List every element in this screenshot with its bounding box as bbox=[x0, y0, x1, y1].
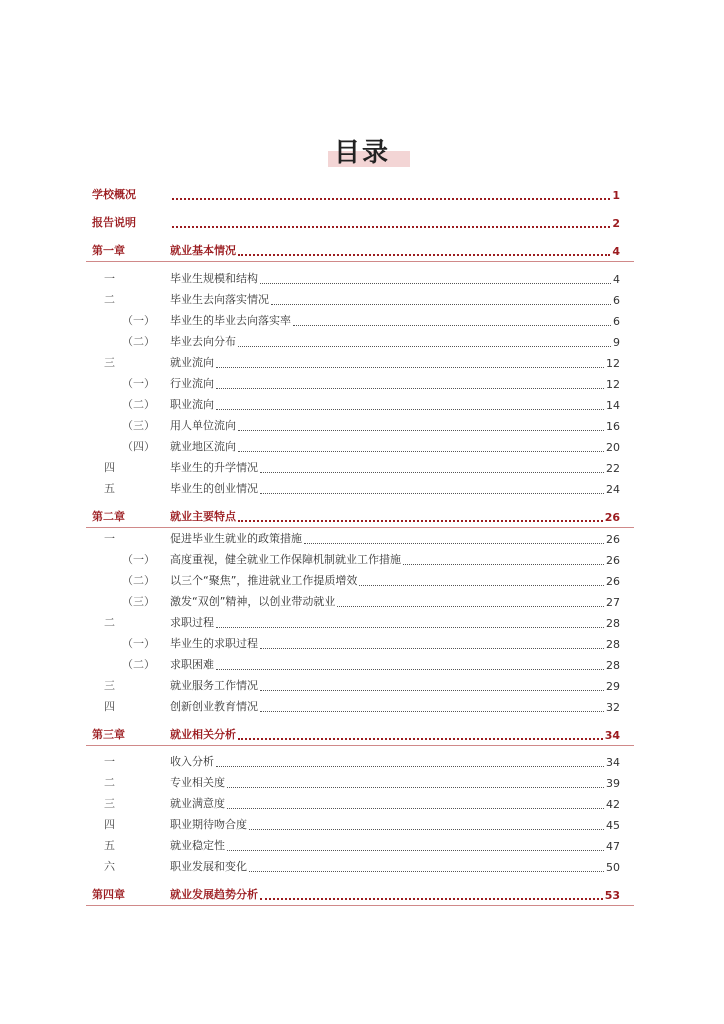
toc-entry-number: （一） bbox=[122, 637, 155, 650]
toc-entry-title: 毕业生的求职过程 bbox=[170, 637, 258, 650]
toc-entry[interactable] bbox=[92, 656, 620, 672]
toc-entry-number: 第一章 bbox=[92, 244, 125, 257]
toc-entry-title: 用人单位流向 bbox=[170, 419, 236, 432]
toc-entry-title: 就业基本情况 bbox=[170, 244, 236, 257]
toc-leader-dots bbox=[359, 575, 604, 586]
toc-entry-number: （二） bbox=[122, 574, 155, 587]
toc-chapter-entry[interactable] bbox=[92, 186, 620, 202]
toc-page-number: 6 bbox=[613, 315, 620, 328]
toc-entry-title: 激发“双创”精神，以创业带动就业 bbox=[170, 595, 336, 608]
toc-entry-title: 毕业生去向落实情况 bbox=[170, 293, 269, 306]
toc-entry[interactable] bbox=[92, 837, 620, 853]
toc-entry-title: 毕业去向分布 bbox=[170, 335, 236, 348]
toc-entry-number: （二） bbox=[122, 335, 155, 348]
chapter-divider bbox=[86, 905, 634, 906]
toc-leader-dots bbox=[172, 216, 610, 228]
toc-leader-dots bbox=[172, 188, 610, 200]
toc-leader-dots bbox=[249, 819, 604, 830]
toc-page-number: 1 bbox=[612, 189, 620, 202]
toc-entry-title: 收入分析 bbox=[170, 755, 214, 768]
toc-leader-dots bbox=[260, 462, 604, 473]
toc-leader-dots bbox=[403, 554, 604, 565]
toc-entry-title: 以三个“聚焦”，推进就业工作提质增效 bbox=[170, 574, 358, 587]
toc-page-number: 4 bbox=[612, 245, 620, 258]
toc-page-number: 53 bbox=[604, 889, 620, 902]
toc-leader-dots bbox=[293, 315, 611, 326]
toc-entry-title: 高度重视，健全就业工作保障机制就业工作措施 bbox=[170, 553, 401, 566]
toc-entry-title: 就业主要特点 bbox=[170, 510, 236, 523]
toc-page-number: 12 bbox=[606, 378, 620, 391]
toc-entry-title: 专业相关度 bbox=[170, 776, 225, 789]
toc-entry-number: 二 bbox=[104, 293, 115, 306]
toc-entry-title: 求职过程 bbox=[170, 616, 214, 629]
toc-page-number: 4 bbox=[613, 273, 620, 286]
toc-chapter-entry[interactable] bbox=[92, 886, 620, 902]
toc-leader-dots bbox=[216, 378, 604, 389]
toc-entry-number: （三） bbox=[122, 419, 155, 432]
toc-entry-title: 就业发展趋势分析 bbox=[170, 888, 258, 901]
toc-page-number: 27 bbox=[606, 596, 620, 609]
toc-page-number: 32 bbox=[606, 701, 620, 714]
toc-chapter-entry[interactable] bbox=[92, 214, 620, 230]
toc-entry-title: 就业流向 bbox=[170, 356, 214, 369]
toc-entry-number: 学校概况 bbox=[92, 188, 136, 201]
toc-page-number: 16 bbox=[606, 420, 620, 433]
toc-page-number: 28 bbox=[606, 617, 620, 630]
toc-entry[interactable] bbox=[92, 459, 620, 475]
toc-leader-dots bbox=[216, 399, 604, 410]
toc-page-number: 14 bbox=[606, 399, 620, 412]
toc-entry[interactable] bbox=[92, 438, 620, 454]
toc-leader-dots bbox=[216, 659, 604, 670]
toc-entry[interactable] bbox=[92, 698, 620, 714]
toc-leader-dots bbox=[216, 756, 604, 767]
toc-entry-number: 第三章 bbox=[92, 728, 125, 741]
toc-entry[interactable] bbox=[92, 572, 620, 588]
toc-leader-dots bbox=[227, 798, 604, 809]
toc-entry-title: 创新创业教育情况 bbox=[170, 700, 258, 713]
toc-entry-title: 求职困难 bbox=[170, 658, 214, 671]
toc-entry-title: 就业满意度 bbox=[170, 797, 225, 810]
toc-entry-number: （一） bbox=[122, 314, 155, 327]
toc-leader-dots bbox=[271, 294, 611, 305]
toc-entry[interactable] bbox=[92, 270, 620, 286]
toc-entry-number: 二 bbox=[104, 776, 115, 789]
toc-leader-dots bbox=[238, 420, 604, 431]
toc-page-number: 47 bbox=[606, 840, 620, 853]
toc-entry-number: 报告说明 bbox=[92, 216, 136, 229]
toc-entry[interactable] bbox=[92, 480, 620, 496]
toc-leader-dots bbox=[238, 441, 604, 452]
toc-entry-number: （一） bbox=[122, 377, 155, 390]
toc-entry[interactable] bbox=[92, 677, 620, 693]
chapter-divider bbox=[86, 745, 634, 746]
toc-entry[interactable] bbox=[92, 417, 620, 433]
toc-entry[interactable] bbox=[92, 396, 620, 412]
toc-entry-title: 就业地区流向 bbox=[170, 440, 236, 453]
toc-entry[interactable] bbox=[92, 795, 620, 811]
toc-page-number: 20 bbox=[606, 441, 620, 454]
toc-page-number: 2 bbox=[612, 217, 620, 230]
toc-page-number: 24 bbox=[606, 483, 620, 496]
toc-entry-title: 毕业生的创业情况 bbox=[170, 482, 258, 495]
toc-entry-title: 就业稳定性 bbox=[170, 839, 225, 852]
toc-entry-number: （三） bbox=[122, 595, 155, 608]
toc-leader-dots bbox=[238, 728, 603, 740]
toc-page-number: 26 bbox=[606, 533, 620, 546]
toc-entry[interactable] bbox=[92, 375, 620, 391]
toc-entry[interactable] bbox=[92, 635, 620, 651]
toc-leader-dots bbox=[260, 701, 604, 712]
toc-entry-number: 四 bbox=[104, 700, 115, 713]
toc-page-number: 26 bbox=[604, 511, 620, 524]
toc-entry-title: 就业相关分析 bbox=[170, 728, 236, 741]
toc-entry-title: 行业流向 bbox=[170, 377, 214, 390]
toc-entry-title: 就业服务工作情况 bbox=[170, 679, 258, 692]
toc-leader-dots bbox=[227, 777, 604, 788]
toc-page-number: 28 bbox=[606, 638, 620, 651]
toc-leader-dots bbox=[238, 336, 611, 347]
toc-entry-title: 职业发展和变化 bbox=[170, 860, 247, 873]
toc-page-number: 34 bbox=[604, 729, 620, 742]
toc-leader-dots bbox=[260, 680, 604, 691]
toc-leader-dots bbox=[238, 244, 610, 256]
toc-page-number: 26 bbox=[606, 554, 620, 567]
toc-entry-number: 四 bbox=[104, 461, 115, 474]
toc-entry-number: （四） bbox=[122, 440, 155, 453]
toc-page-number: 29 bbox=[606, 680, 620, 693]
toc-entry-number: 二 bbox=[104, 616, 115, 629]
toc-page-number: 45 bbox=[606, 819, 620, 832]
toc-page-number: 26 bbox=[606, 575, 620, 588]
toc-leader-dots bbox=[216, 357, 604, 368]
toc-leader-dots bbox=[238, 510, 603, 522]
toc-page-number: 6 bbox=[613, 294, 620, 307]
chapter-divider bbox=[86, 527, 634, 528]
toc-entry[interactable] bbox=[92, 333, 620, 349]
toc-page-number: 12 bbox=[606, 357, 620, 370]
toc-entry-title: 职业流向 bbox=[170, 398, 214, 411]
toc-entry-title: 职业期待吻合度 bbox=[170, 818, 247, 831]
toc-entry-number: 第二章 bbox=[92, 510, 125, 523]
toc-entry-title: 毕业生的升学情况 bbox=[170, 461, 258, 474]
toc-entry-number: （二） bbox=[122, 658, 155, 671]
toc-entry-title: 毕业生的毕业去向落实率 bbox=[170, 314, 291, 327]
toc-entry-number: 五 bbox=[104, 839, 115, 852]
chapter-divider bbox=[86, 261, 634, 262]
toc-entry-number: 第四章 bbox=[92, 888, 125, 901]
toc-entry[interactable] bbox=[92, 614, 620, 630]
toc-leader-dots bbox=[227, 840, 604, 851]
toc-leader-dots bbox=[304, 533, 604, 544]
toc-entry-number: 一 bbox=[104, 755, 115, 768]
toc-leader-dots bbox=[260, 888, 603, 900]
toc-chapter-entry[interactable] bbox=[92, 726, 620, 742]
toc-leader-dots bbox=[260, 483, 604, 494]
toc-entry[interactable] bbox=[92, 530, 620, 546]
toc-entry[interactable] bbox=[92, 291, 620, 307]
toc-page-number: 50 bbox=[606, 861, 620, 874]
toc-page-number: 9 bbox=[613, 336, 620, 349]
toc-entry-number: （二） bbox=[122, 398, 155, 411]
toc-entry[interactable] bbox=[92, 312, 620, 328]
toc-page-number: 22 bbox=[606, 462, 620, 475]
toc-chapter-entry[interactable] bbox=[92, 242, 620, 258]
toc-entry[interactable] bbox=[92, 816, 620, 832]
toc-leader-dots bbox=[337, 596, 604, 607]
toc-entry-title: 促进毕业生就业的政策措施 bbox=[170, 532, 302, 545]
toc-entry-title: 毕业生规模和结构 bbox=[170, 272, 258, 285]
toc-entry-number: 三 bbox=[104, 356, 115, 369]
toc-entry-number: 一 bbox=[104, 532, 115, 545]
toc-entry-number: 三 bbox=[104, 797, 115, 810]
toc-entry-number: 五 bbox=[104, 482, 115, 495]
toc-entry-number: 四 bbox=[104, 818, 115, 831]
toc-leader-dots bbox=[260, 273, 611, 284]
toc-entry-number: 一 bbox=[104, 272, 115, 285]
toc-leader-dots bbox=[260, 638, 604, 649]
toc-page-number: 42 bbox=[606, 798, 620, 811]
toc-entry[interactable] bbox=[92, 354, 620, 370]
toc-entry[interactable] bbox=[92, 858, 620, 874]
toc-entry[interactable] bbox=[92, 593, 620, 609]
toc-entry-number: 三 bbox=[104, 679, 115, 692]
toc-entry[interactable] bbox=[92, 551, 620, 567]
toc-page-number: 39 bbox=[606, 777, 620, 790]
toc-title-text: 目录 bbox=[333, 138, 390, 168]
toc-entry[interactable] bbox=[92, 774, 620, 790]
toc-entry-number: （一） bbox=[122, 553, 155, 566]
toc-chapter-entry[interactable] bbox=[92, 508, 620, 524]
toc-entry[interactable] bbox=[92, 753, 620, 769]
toc-entry-number: 六 bbox=[104, 860, 115, 873]
toc-page-number: 28 bbox=[606, 659, 620, 672]
toc-leader-dots bbox=[216, 617, 604, 628]
toc-page-number: 34 bbox=[606, 756, 620, 769]
toc-leader-dots bbox=[249, 861, 604, 872]
